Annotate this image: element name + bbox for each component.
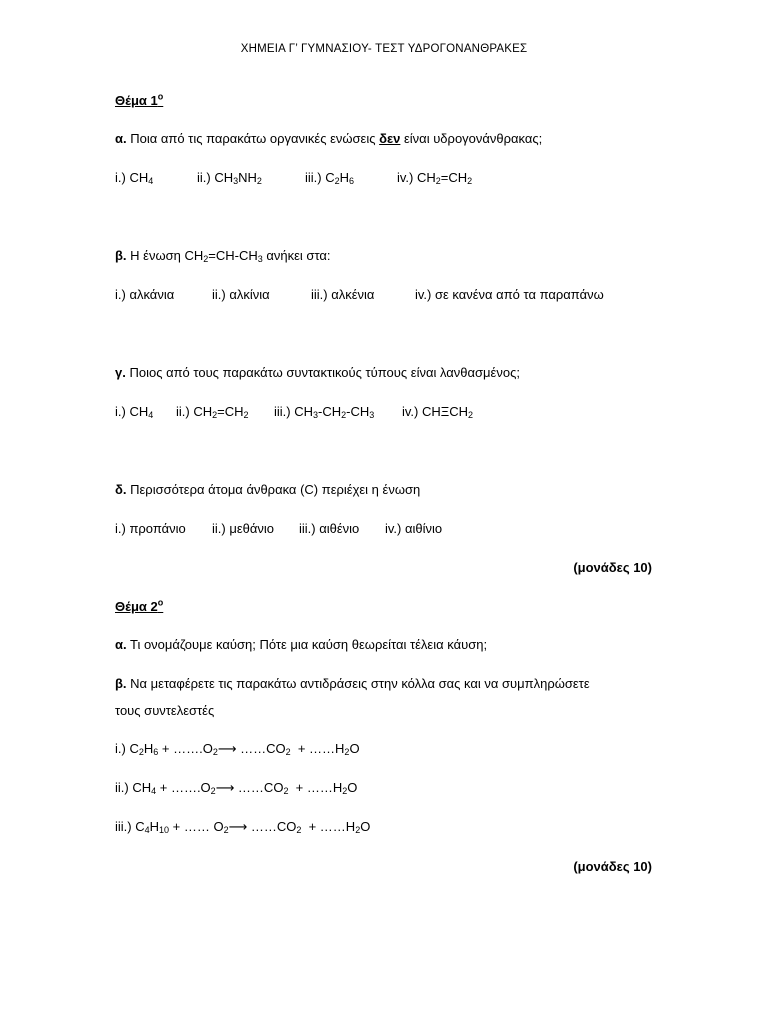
- option-1c-ii: ii.) $CH_2=CH_2$: [176, 404, 249, 420]
- question-label: α.: [115, 131, 127, 146]
- question-text: Περισσότερα άτομα άνθρακα (C) περιέχει η ένωση: [126, 482, 421, 497]
- question-label: δ.: [115, 482, 127, 497]
- option-1a-i: i.) $CH_4$: [115, 170, 154, 186]
- theme-2-heading-text: Θέμα 2: [115, 599, 158, 614]
- theme-1-heading-text: Θέμα 1: [115, 93, 158, 108]
- question-1a-options: [115, 170, 472, 186]
- page-title: ΧΗΜΕΙΑ Γ’ ΓΥΜΝΑΣΙΟΥ- ΤΕΣΤ ΥΔΡΟΓΟΝΑΝΘΡΑΚΕΣ: [240, 43, 528, 55]
- theme-2-heading: [115, 599, 163, 615]
- question-text: Ποιος από τους παρακάτω συντακτικούς τύπους είναι λανθασμένος;: [125, 365, 520, 380]
- question-text: Τι ονομάζουμε καύση; Πότε μια καύση θεωρείται τέλεια κάυση;: [126, 637, 488, 652]
- question-emphasis: δεν: [379, 131, 401, 146]
- reaction-iii: iii.) $C_4H_{10}$ + …… $O_2⟶$ $\dots\dots CO_2$ + $\dots\dots H_2O$: [115, 819, 371, 835]
- theme-2-heading-sup: ο: [157, 597, 164, 608]
- option-1d-iii: iii.) αιθένιο: [299, 521, 360, 536]
- question-label: α.: [115, 637, 127, 652]
- question-text: Να μεταφέρετε τις παρακάτω αντιδράσεις στην κόλλα σας και να συμπληρώσετε: [126, 676, 590, 691]
- theme-1-marks: (μονάδες 10): [573, 560, 652, 575]
- reaction-ii: ii.) $CH_4$ + $\dots\dots.O_2⟶$ $\dots\dots CO_2$ + $\dots\dots H_2O$: [115, 780, 358, 796]
- question-1c-options: [115, 404, 473, 420]
- question-1a: [115, 131, 542, 147]
- reaction-i: i.) $C_2H_6$ + $\dots\dots.O_2⟶$ $\dots\dots CO_2$ + $\dots\dots H_2O$: [115, 741, 360, 757]
- question-1b-options: [115, 287, 604, 303]
- option-1b-ii: ii.) αλκίνια: [212, 287, 270, 302]
- option-1c-iv: iv.) $CH\Xi CH_2$: [402, 404, 473, 420]
- option-1c-i: i.) $CH_4$: [115, 404, 154, 420]
- option-1b-iii: iii.) αλκένια: [311, 287, 375, 302]
- option-1d-i: i.) προπάνιο: [115, 521, 186, 536]
- question-label: β.: [115, 676, 127, 691]
- option-1a-iii: iii.) $C_2H_6$: [305, 170, 355, 186]
- question-text: Ποια από τις παρακάτω οργανικές ενώσεις: [126, 131, 380, 146]
- theme-2-marks: (μονάδες 10): [573, 859, 652, 874]
- question-text-end: είναι υδρογονάνθρακας;: [400, 131, 543, 146]
- theme-1-heading: [115, 93, 163, 109]
- option-1a-ii: ii.) $CH_3NH_2$: [197, 170, 262, 186]
- option-1b-i: i.) αλκάνια: [115, 287, 175, 302]
- option-1a-iv: iv.) $CH_2=CH_2$: [397, 170, 473, 186]
- question-1d: [115, 482, 420, 498]
- question-label: γ.: [115, 365, 126, 380]
- theme-1-heading-sup: ο: [157, 91, 164, 102]
- question-2b-continued: τους συντελεστές: [115, 703, 215, 718]
- question-1c: [115, 365, 520, 381]
- option-1d-iv: iv.) αιθίνιο: [385, 521, 443, 536]
- question-1b: β. Η ένωση $CH_2=CH-CH_3$ ανήκει στα:: [115, 248, 331, 264]
- question-label: β.: [115, 248, 127, 263]
- question-2a: [115, 637, 487, 653]
- question-1d-options: [115, 521, 442, 537]
- option-1c-iii: iii.) $CH_3-CH_2-CH_3$: [274, 404, 375, 420]
- option-1d-ii: ii.) μεθάνιο: [212, 521, 274, 536]
- option-1b-iv: iv.) σε κανένα από τα παραπάνω: [415, 287, 604, 302]
- question-2b: [115, 676, 590, 692]
